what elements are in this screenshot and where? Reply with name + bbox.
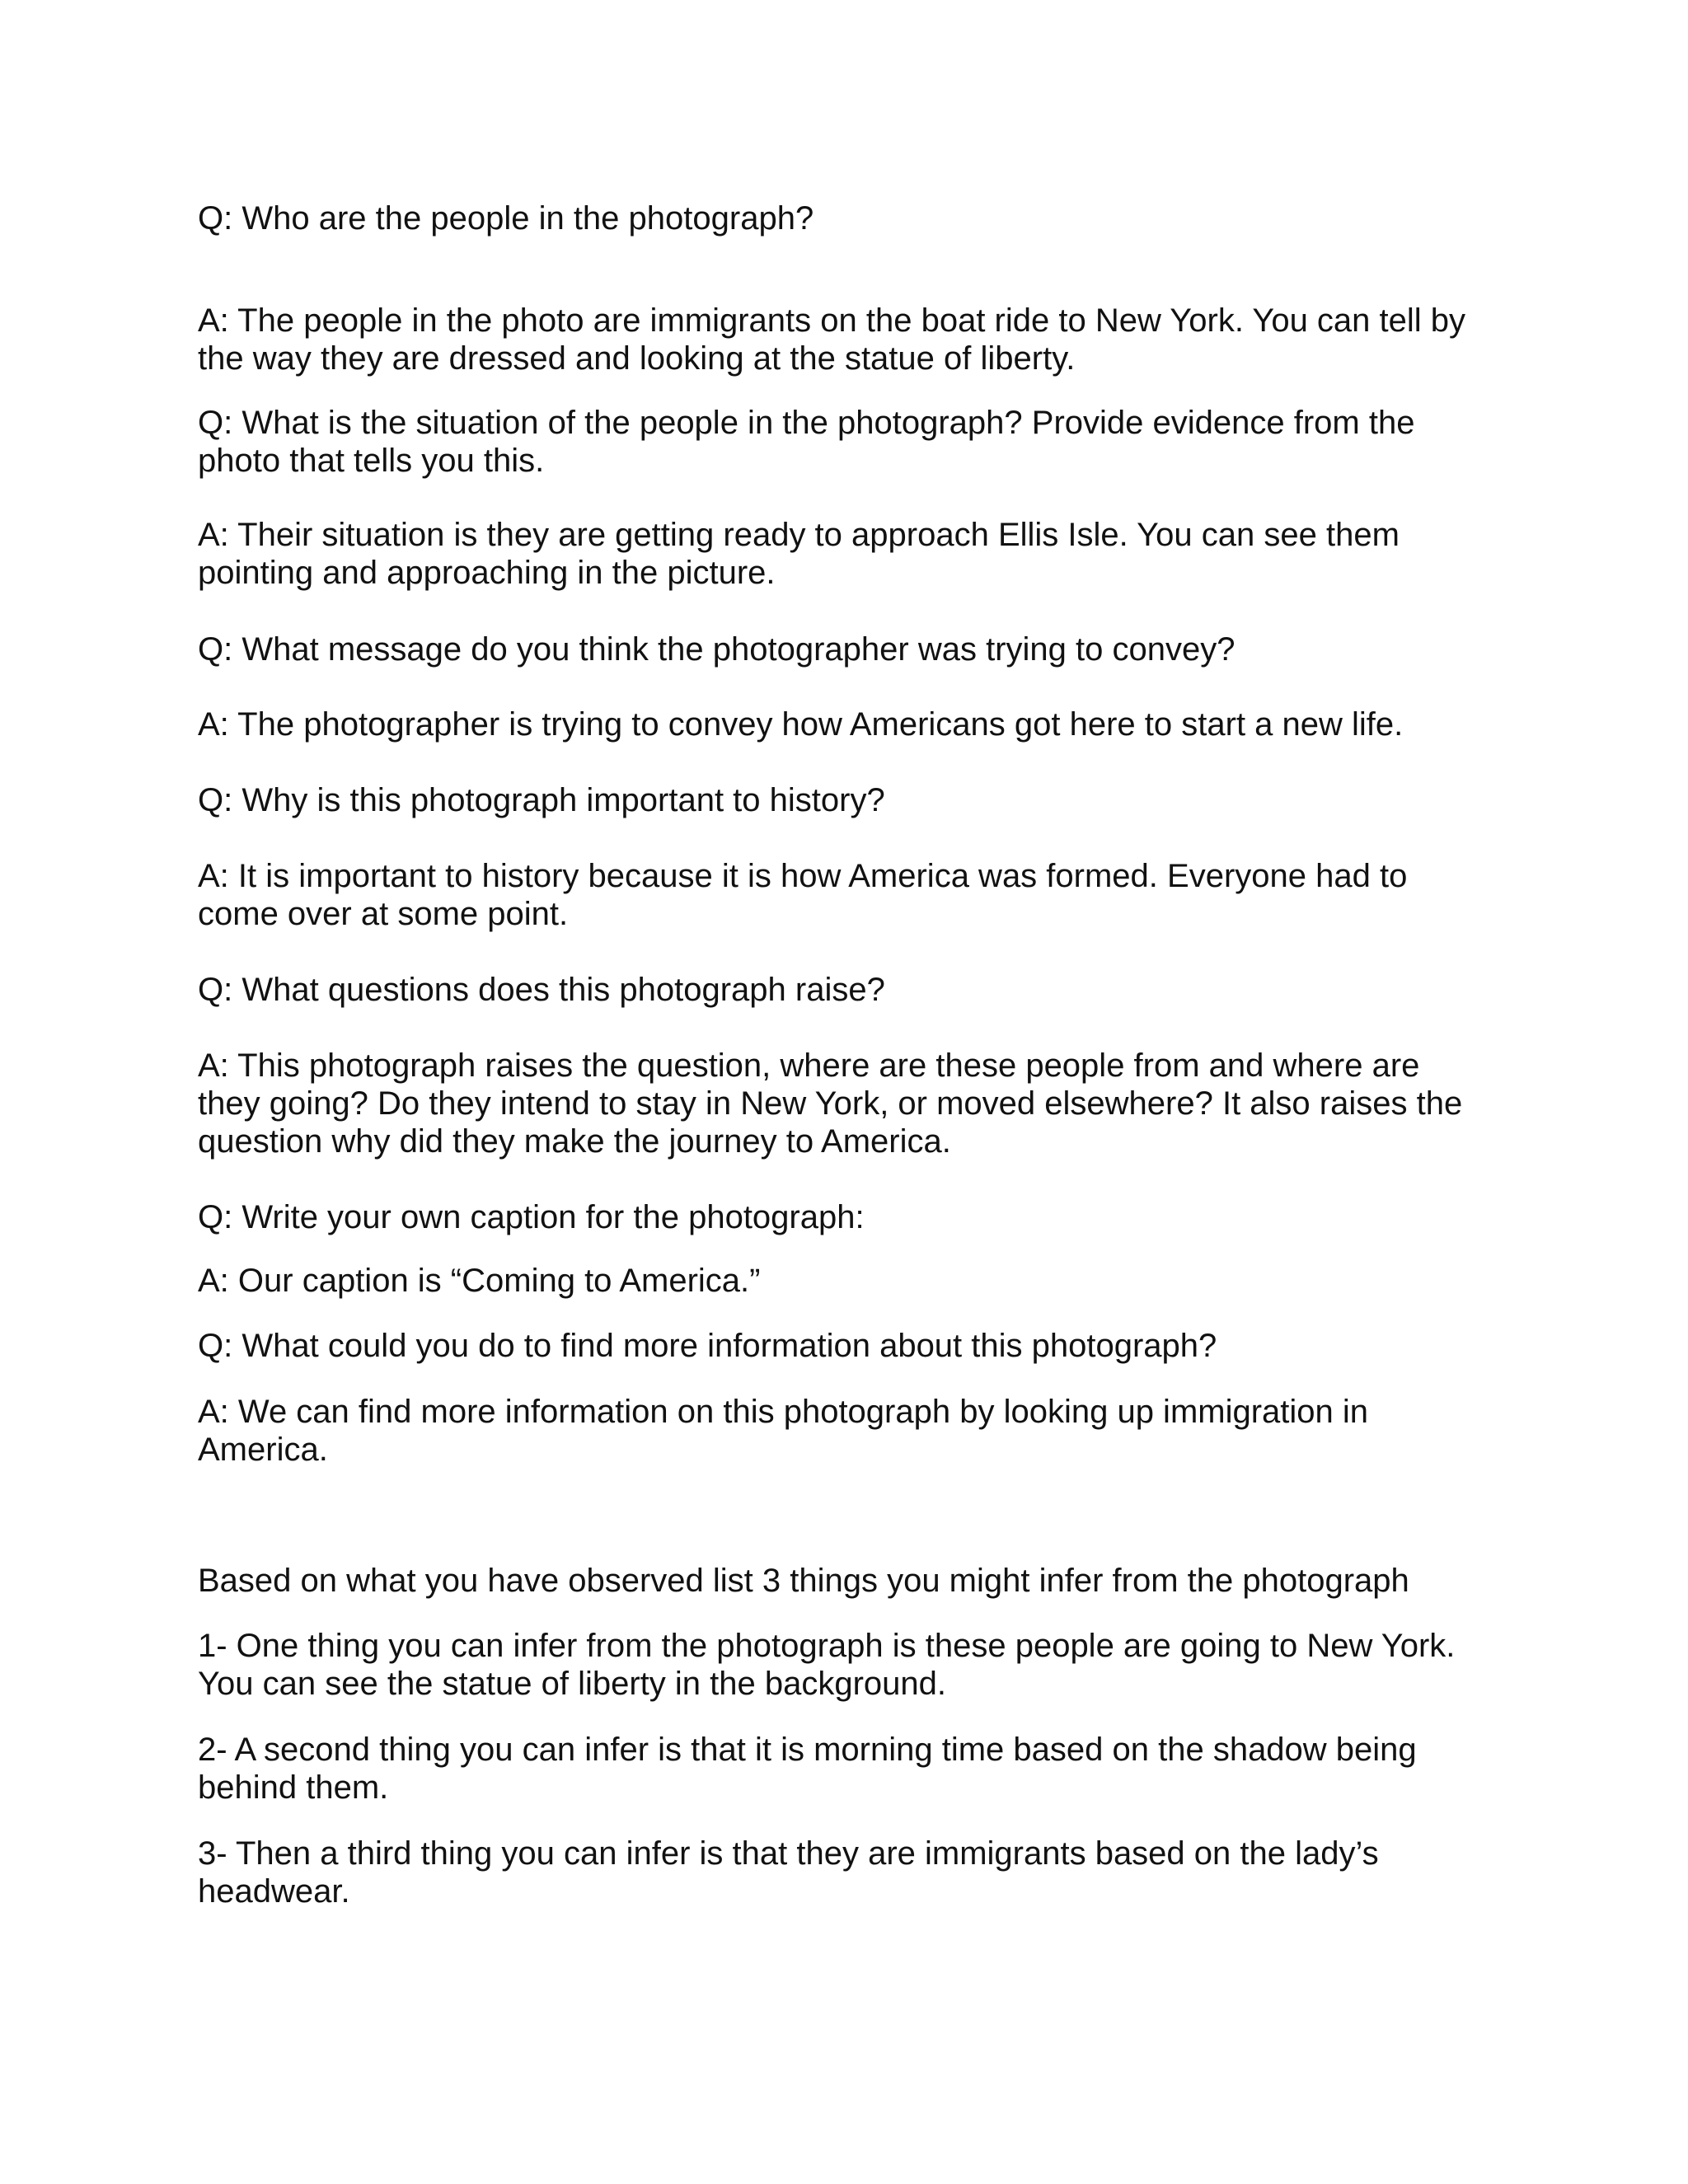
inference-1-line-2: You can see the statue of liberty in the background. bbox=[198, 1666, 947, 1702]
answer-7-line-2: America. bbox=[198, 1432, 328, 1468]
answer-1-line-1: A: The people in the photo are immigrants on the boat ride to New York. You can tell by bbox=[198, 302, 1466, 339]
question-4-line-1: Q: Why is this photograph important to history? bbox=[198, 782, 885, 818]
answer-4-line-1: A: It is important to history because it is how America was formed. Everyone had to bbox=[198, 858, 1408, 894]
answer-3-line-1: A: The photographer is trying to convey how Americans got here to start a new life. bbox=[198, 706, 1404, 743]
inference-2-line-1: 2- A second thing you can infer is that it is morning time based on the shadow being bbox=[198, 1732, 1417, 1768]
question-6-line-1: Q: Write your own caption for the photograph: bbox=[198, 1199, 865, 1235]
question-1-line-1: Q: Who are the people in the photograph? bbox=[198, 200, 814, 237]
answer-5-line-1: A: This photograph raises the question, where are these people from and where are bbox=[198, 1047, 1420, 1084]
question-3-line-1: Q: What message do you think the photographer was trying to convey? bbox=[198, 631, 1236, 668]
answer-1-line-2: the way they are dressed and looking at the statue of liberty. bbox=[198, 340, 1076, 377]
answer-5-line-2: they going? Do they intend to stay in New York, or moved elsewhere? It also raises the bbox=[198, 1085, 1463, 1122]
answer-4-line-2: come over at some point. bbox=[198, 896, 569, 932]
question-7-line-1: Q: What could you do to find more information about this photograph? bbox=[198, 1328, 1217, 1364]
answer-7-line-1: A: We can find more information on this photograph by looking up immigration in bbox=[198, 1394, 1369, 1430]
answer-2-line-1: A: Their situation is they are getting ready to approach Ellis Isle. You can see them bbox=[198, 517, 1400, 553]
inference-prompt: Based on what you have observed list 3 things you might infer from the photograph bbox=[198, 1563, 1409, 1599]
question-2-line-2: photo that tells you this. bbox=[198, 443, 545, 479]
inference-2-line-2: behind them. bbox=[198, 1769, 389, 1806]
question-5-line-1: Q: What questions does this photograph raise? bbox=[198, 972, 885, 1008]
inference-3-line-2: headwear. bbox=[198, 1873, 350, 1910]
answer-6-line-1: A: Our caption is “Coming to America.” bbox=[198, 1263, 761, 1299]
inference-1-line-1: 1- One thing you can infer from the photograph is these people are going to New York. bbox=[198, 1628, 1456, 1664]
answer-2-line-2: pointing and approaching in the picture. bbox=[198, 555, 776, 591]
answer-5-line-3: question why did they make the journey to America. bbox=[198, 1123, 951, 1160]
inference-3-line-1: 3- Then a third thing you can infer is that they are immigrants based on the lady’s bbox=[198, 1835, 1379, 1872]
question-2-line-1: Q: What is the situation of the people in the photograph? Provide evidence from the bbox=[198, 405, 1415, 441]
